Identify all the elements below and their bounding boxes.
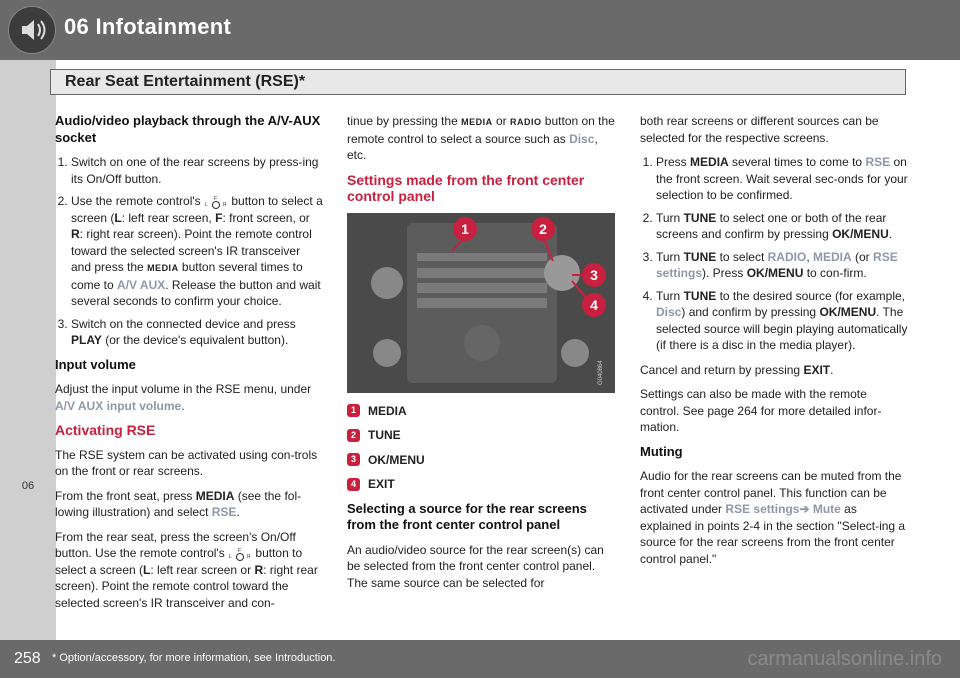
chapter-header <box>0 0 960 60</box>
column-3 <box>640 113 908 575</box>
list-item: 3. Turn TUNE to select RADIO, MEDIA (or RSE settings). Press OK/MENU to con-firm. <box>656 249 908 282</box>
input-volume-text: Adjust the input volume in the RSE menu, under A/V AUX input volume. <box>55 382 312 413</box>
legend-number: 1 <box>347 404 360 417</box>
list-item: 1. Press MEDIA several times to come to RSE on the front screen. Wait several sec-onds for your selection to be confirmed. <box>656 154 908 204</box>
legend-number: 3 <box>347 453 360 466</box>
page-number: 258 <box>14 650 41 667</box>
legend-item: 3 OK/MENU <box>347 452 615 469</box>
photo-legend <box>347 403 615 493</box>
column-2 <box>347 113 615 599</box>
svg-text:F: F <box>238 547 242 554</box>
speaker-icon <box>8 6 56 54</box>
svg-text:R: R <box>223 201 227 208</box>
legend-item: 4 EXIT <box>347 476 615 493</box>
paragraph: From the front seat, press MEDIA (see the fol-lowing illustration) and select RSE. <box>55 488 302 519</box>
chapter-name: Infotainment <box>95 14 232 39</box>
heading-input-volume: Input volume <box>55 356 136 372</box>
heading-settings-front: Settings made from the front center control panel <box>347 171 585 204</box>
list-item: 2. Use the remote control's F L R button to select a screen (L: left rear screen, F: front screen, or R: right rear screen). Point the remote control toward the selected screen's IR transceiver and press the MEDIA button several times to come to A/V AUX. Release the button and wait several seconds to confirm your choice. <box>71 193 323 310</box>
heading-select-source: Selecting a source for the rear screens from the front center control panel <box>347 500 587 532</box>
heading-muting: Muting <box>640 443 683 459</box>
section-header <box>50 69 906 95</box>
chapter-number: 06 <box>64 14 90 39</box>
page-footer <box>0 640 960 678</box>
paragraph: tinue by pressing the MEDIA or RADIO button on the remote control to select a source such as Disc, etc. <box>347 114 615 162</box>
remote-select-icon <box>228 547 252 561</box>
paragraph: both rear screens or different sources can be selected for the respective screens. <box>640 114 879 145</box>
source-steps <box>640 154 908 354</box>
media-control-label: MEDIA <box>147 263 179 273</box>
legend-item: 2 TUNE <box>347 427 615 444</box>
paragraph: Settings can also be made with the remote control. See page 264 for more detailed infor-mation. <box>640 387 882 434</box>
list-item: 1. Switch on one of the rear screens by press-ing its On/Off button. <box>71 154 323 187</box>
callout-4: 4 <box>590 296 598 313</box>
side-tab-number: 06 <box>21 480 35 492</box>
av-aux-steps <box>55 154 323 349</box>
arrow-right-icon: ➔ <box>799 502 810 516</box>
photo-code: G040864 <box>598 359 604 385</box>
paragraph: From the rear seat, press the screen's On/Off button. Use the remote control's F L R button to select a screen (L: left rear screen or R: right rear screen). Point the remote control toward the selected screen's IR transceiver and con- <box>55 529 318 610</box>
side-strip <box>0 60 56 640</box>
svg-text:F: F <box>214 195 218 202</box>
svg-text:L: L <box>205 201 208 208</box>
control-panel-photo <box>347 213 615 393</box>
watermark: carmanualsonline.info <box>747 648 942 670</box>
remote-select-icon <box>204 195 228 209</box>
callout-2: 2 <box>539 220 547 237</box>
paragraph: Audio for the rear screens can be muted from the front center control panel. This function can be activated under RSE settings➔ Mute as explained in points 2-4 in the section "Select-ing a source for the rear screens from the front center control panel." <box>640 469 906 566</box>
list-item: 4. Turn TUNE to the desired source (for example, Disc) and confirm by pressing OK/MENU. The selected source will begin playing automatically (if there is a disc in the media player). <box>656 288 908 354</box>
legend-number: 2 <box>347 429 360 442</box>
svg-text:R: R <box>247 553 251 560</box>
list-item: 2. Turn TUNE to select one or both of the rear screens and confirm by pressing OK/MENU. <box>656 210 908 243</box>
callout-3: 3 <box>590 266 598 283</box>
footnote: * Option/accessory, for more information, see Introduction. <box>52 652 336 664</box>
legend-number: 4 <box>347 478 360 491</box>
section-title: Rear Seat Entertainment (RSE)* <box>65 73 306 90</box>
paragraph: Cancel and return by pressing EXIT. <box>640 362 834 377</box>
column-1 <box>55 113 323 619</box>
chapter-title <box>64 14 231 40</box>
paragraph: An audio/video source for the rear screen(s) can be selected from the front center control panel. The same source can be selected for <box>347 542 604 590</box>
heading-av-aux: Audio/video playback through the A/V-AUX socket <box>55 113 321 145</box>
paragraph: The RSE system can be activated using con-trols on the front or rear screens. <box>55 447 318 478</box>
svg-text:L: L <box>229 553 232 560</box>
avaux-label: A/V AUX <box>117 277 166 292</box>
callout-1: 1 <box>461 220 469 237</box>
list-item: 3. Switch on the connected device and press PLAY (or the device's equivalent button). <box>71 316 323 349</box>
heading-activating-rse: Activating RSE <box>55 422 156 438</box>
legend-item: 1 MEDIA <box>347 403 615 420</box>
